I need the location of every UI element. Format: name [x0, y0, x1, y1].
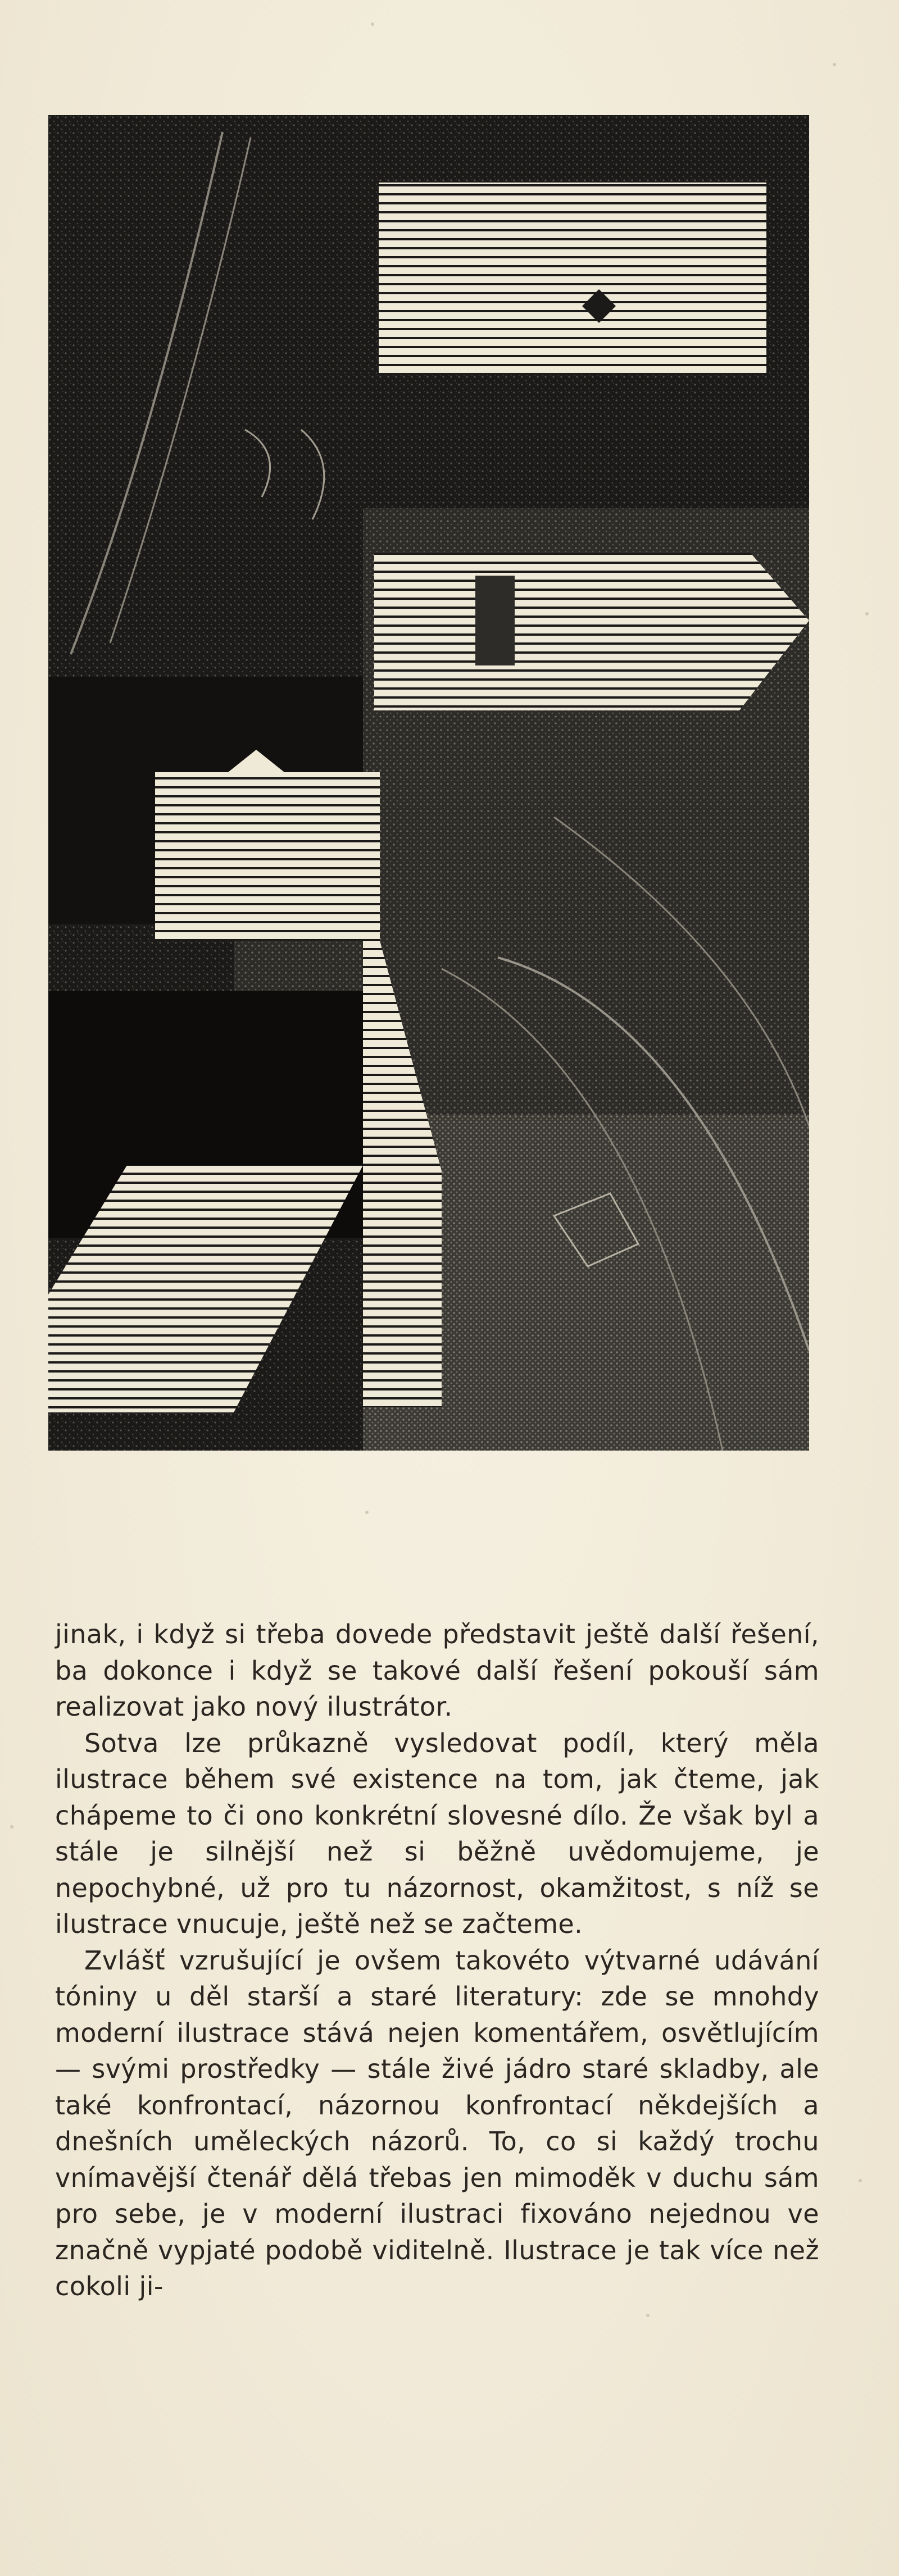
striped-panel-right [374, 553, 809, 710]
paper-speck [865, 612, 869, 615]
dark-notch [475, 576, 515, 665]
body-text [55, 1616, 819, 2305]
paragraph-1: jinak, i když si třeba dovede představit ještě další řešení, ba dokonce i když se takové další řešení pokouší sám realizovat jako nový ilustrátor. [55, 1619, 819, 1722]
striped-panel-left [155, 772, 380, 941]
paper-speck [365, 1511, 369, 1514]
striped-panel-top [379, 183, 766, 373]
paper-speck [371, 22, 374, 26]
paper-speck [646, 2314, 650, 2317]
paragraph-2: Sotva lze průkazně vysledovat podíl, který měla ilustrace během své existence na tom, jak čteme, jak chápeme to či ono konkrétní slovesné dílo. Že však byl a stále je silnější než si běžně uvědomujeme, je nepochybné, už pro tu názornost, okamžitost, s níž se ilustrace vnucuje, ještě než se začteme. [55, 1727, 819, 1939]
abstract-linocut-print [48, 115, 809, 1451]
paper-speck [10, 1825, 13, 1829]
paper-speck [859, 2179, 862, 2182]
paper-speck [833, 63, 836, 66]
paragraph-3: Zvlášť vzrušující je ovšem takovéto výtvarné udávání tóniny u děl starší a staré literatury: zde se mnohdy moderní ilustrace stává nejen komentářem, osvětlujícím — svými prostředky — stále živé jádro staré skladby, ale také konfrontací, názornou konfrontací někdejších a dnešních uměleckých názorů. To, co si každý trochu vnímavější čtenář dělá třebas jen mimoděk v duchu sám pro sebe, je v moderní ilustraci fixováno nejednou ve značně vypjaté podobě viditelně. Ilustrace je tak více než cokoli ji- [55, 1945, 819, 2301]
